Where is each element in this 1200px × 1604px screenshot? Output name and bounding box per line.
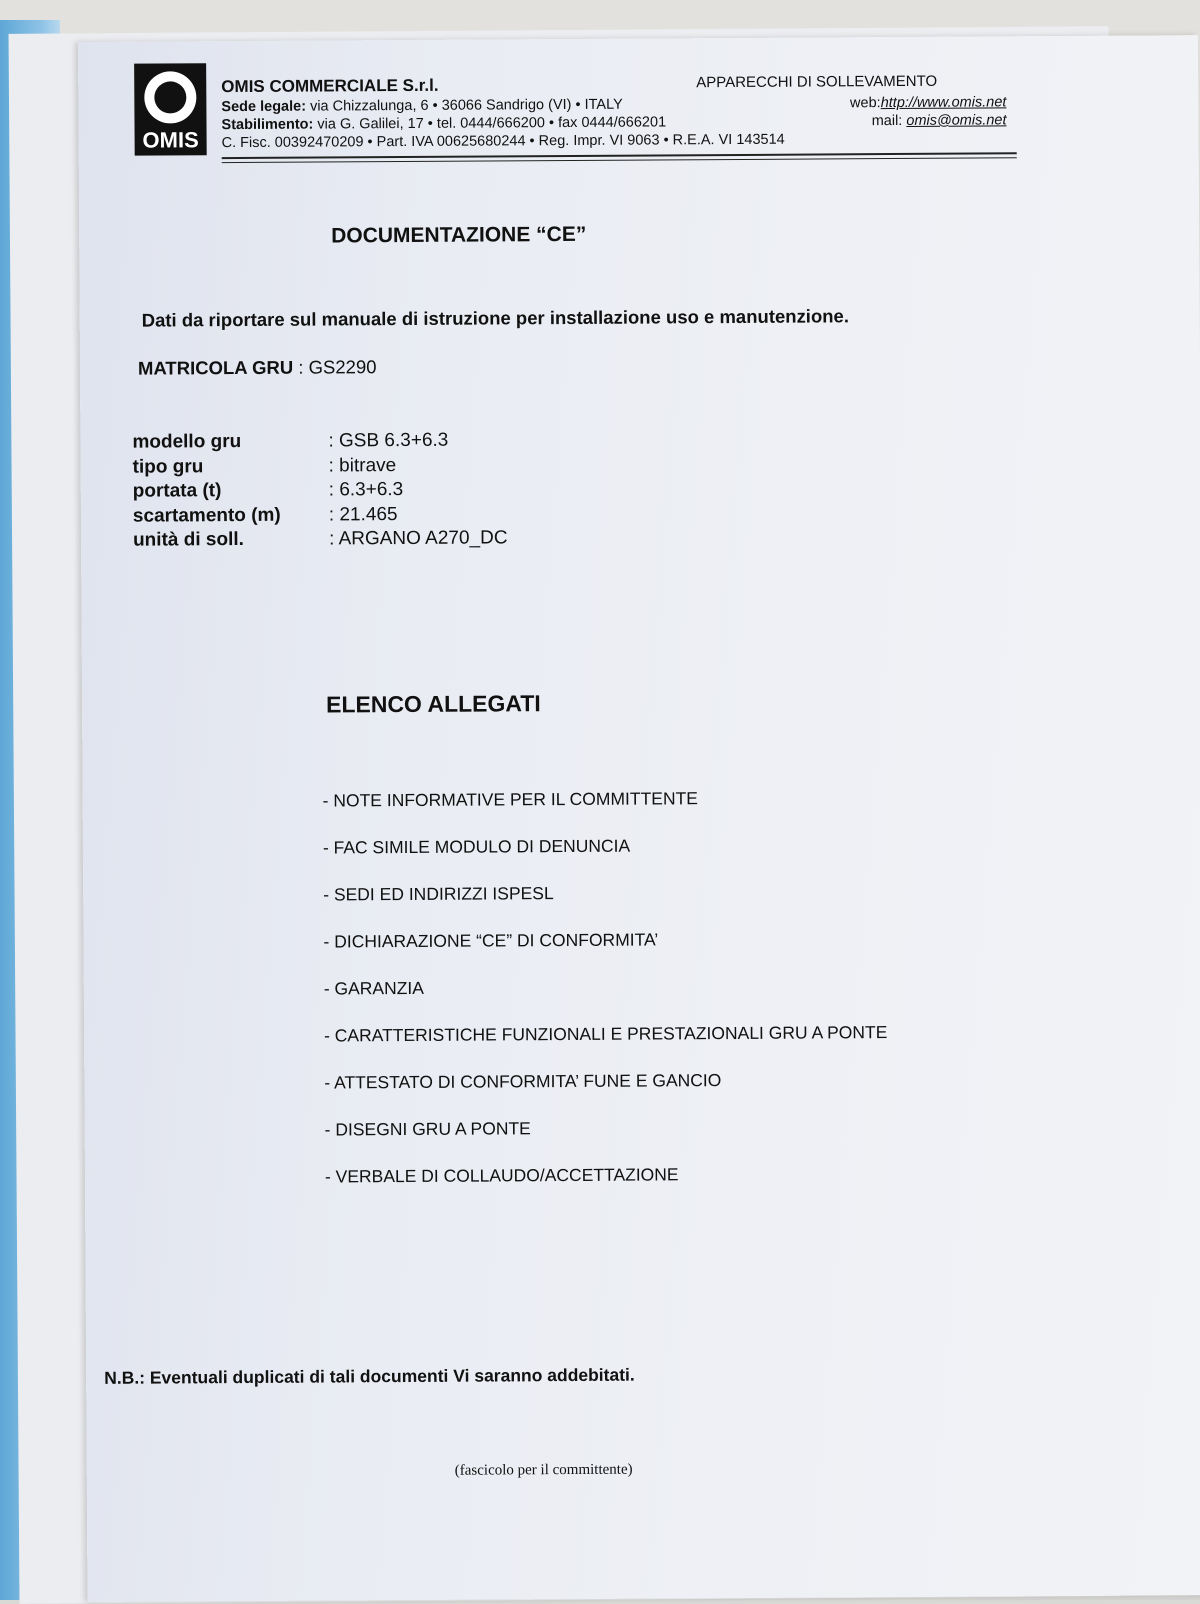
company-name: OMIS COMMERCIALE S.r.l. bbox=[221, 76, 438, 97]
spec-value: : bitrave bbox=[329, 455, 397, 477]
company-tagline: APPARECCHI DI SOLLEVAMENTO bbox=[696, 73, 937, 91]
annex-item: - NOTE INFORMATIVE PER IL COMMITTENTE bbox=[323, 787, 887, 837]
footer-caption: (fascicolo per il committente) bbox=[455, 1462, 633, 1480]
annex-item: - CARATTERISTICHE FUNZIONALI E PRESTAZIONALI GRU A PONTE bbox=[324, 1022, 888, 1072]
matricola-value: : GS2290 bbox=[298, 356, 376, 377]
annex-item: - SEDI ED INDIRIZZI ISPESL bbox=[323, 881, 887, 931]
plant-line bbox=[221, 114, 666, 133]
annex-item: - FAC SIMILE MODULO DI DENUNCIA bbox=[323, 834, 887, 884]
spec-label: unità di soll. bbox=[133, 529, 244, 552]
web-line bbox=[850, 94, 1006, 111]
web-link[interactable]: http://www.omis.net bbox=[881, 94, 1007, 111]
address-text: via Chizzalunga, 6 • 36066 Sandrigo (VI) • ITALY bbox=[306, 97, 623, 115]
spec-label: portata (t) bbox=[133, 480, 222, 503]
spec-value: : GSB 6.3+6.3 bbox=[328, 430, 448, 453]
address-line bbox=[221, 97, 622, 115]
spec-value: : ARGANO A270_DC bbox=[329, 527, 508, 550]
annex-list bbox=[323, 787, 889, 1213]
mail-label: mail: bbox=[872, 113, 907, 129]
document-sheet bbox=[78, 35, 1200, 1602]
annex-item: - VERBALE DI COLLAUDO/ACCETTAZIONE bbox=[325, 1163, 889, 1213]
annex-item: - GARANZIA bbox=[324, 975, 888, 1025]
web-label: web: bbox=[850, 95, 881, 111]
matricola-line bbox=[138, 356, 377, 379]
logo-text: OMIS bbox=[135, 127, 207, 153]
matricola-label: MATRICOLA GRU bbox=[138, 357, 293, 379]
mail-line bbox=[872, 112, 1007, 129]
spec-value: : 21.465 bbox=[329, 504, 398, 526]
logo-dot-icon bbox=[154, 81, 186, 113]
annex-item: - ATTESTATO DI CONFORMITA’ FUNE E GANCIO bbox=[324, 1069, 888, 1119]
letterhead bbox=[134, 58, 1015, 173]
annex-title: ELENCO ALLEGATI bbox=[326, 690, 541, 718]
spec-label: modello gru bbox=[132, 431, 241, 454]
plant-label: Stabilimento: bbox=[221, 117, 313, 134]
registry-line: C. Fisc. 00392470209 • Part. IVA 00625680244 • Reg. Impr. VI 9063 • R.E.A. VI 143514 bbox=[222, 132, 785, 151]
annex-item: - DICHIARAZIONE “CE” DI CONFORMITA’ bbox=[323, 928, 887, 978]
mail-link[interactable]: omis@omis.net bbox=[906, 112, 1006, 129]
plant-text: via G. Galilei, 17 • tel. 0444/666200 • fax 0444/666201 bbox=[313, 114, 666, 132]
annex-item: - DISEGNI GRU A PONTE bbox=[325, 1116, 889, 1166]
omis-logo bbox=[134, 63, 207, 155]
crane-specs bbox=[132, 432, 133, 554]
spec-value: : 6.3+6.3 bbox=[329, 479, 404, 501]
spec-label: tipo gru bbox=[133, 456, 204, 478]
address-label: Sede legale: bbox=[221, 99, 306, 116]
document-title: DOCUMENTAZIONE “CE” bbox=[331, 223, 586, 249]
document-intro: Dati da riportare sul manuale di istruzione per installazione uso e manutenzione. bbox=[142, 305, 849, 331]
nb-note: N.B.: Eventuali duplicati di tali documenti Vi saranno addebitati. bbox=[104, 1365, 635, 1389]
spec-label: scartamento (m) bbox=[133, 504, 281, 527]
